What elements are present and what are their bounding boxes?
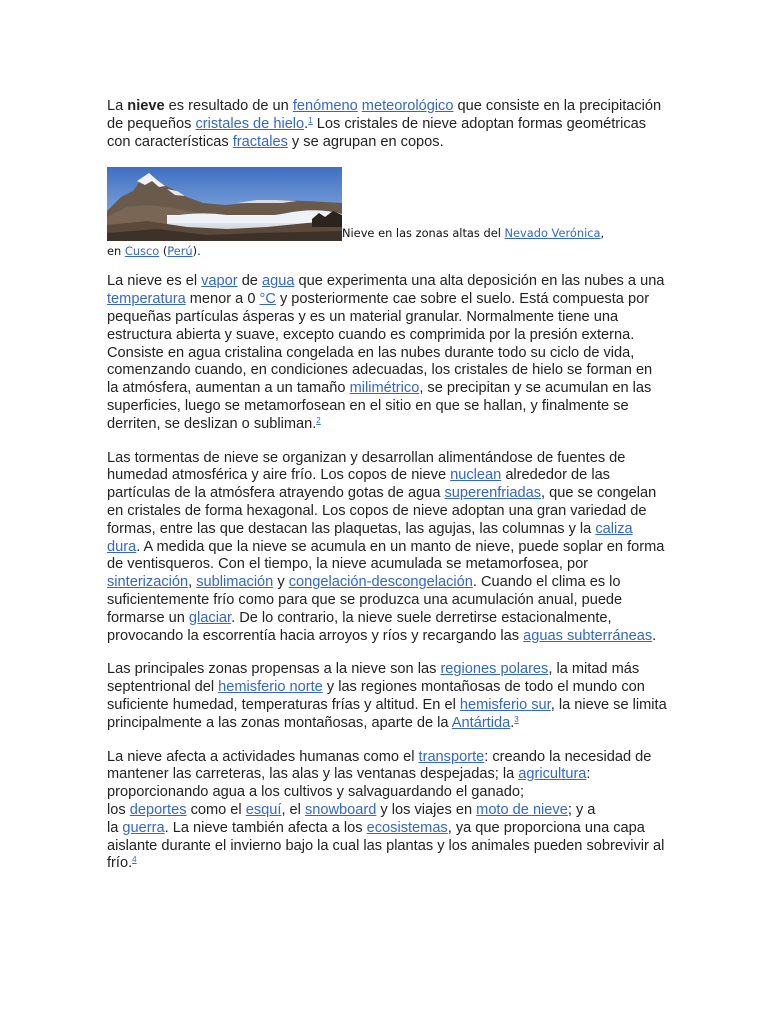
link-temperatura[interactable]: temperatura <box>107 291 186 308</box>
link-ecosistemas[interactable]: ecosistemas <box>366 819 448 836</box>
caption-text: ). <box>192 244 201 259</box>
text: la <box>107 819 123 836</box>
link-nuclean[interactable]: nuclean <box>450 467 502 484</box>
link-guerra[interactable]: guerra <box>122 819 165 836</box>
link-fractales[interactable]: fractales <box>232 133 288 150</box>
text: alrededor de las partículas de la atmósfera atrayendo gotas de agua <box>107 467 610 502</box>
link-milimetrico[interactable]: milimétrico <box>349 380 420 397</box>
paragraph-4 <box>107 661 667 732</box>
text: : proporcionando agua a los cultivos y salvaguardando el ganado; <box>107 766 591 801</box>
intro-paragraph <box>107 98 667 151</box>
text: . A medida que la nieve se acumula en un manto de nieve, puede soplar en forma de ventisqueros. Con el tiempo, la nieve acumulada se metamorfosea, por <box>107 538 665 573</box>
text: menor a 0 <box>185 291 260 308</box>
figure-caption-line1 <box>342 225 604 241</box>
text: ; y a <box>567 801 596 818</box>
caption-text: , <box>600 226 605 241</box>
link-moto-de-nieve[interactable]: moto de nieve <box>476 801 568 818</box>
text: y las regiones montañosas de todo el mundo con suficiente humedad, temperaturas frías y altitud. En el <box>107 679 645 713</box>
link-snowboard[interactable]: snowboard <box>304 801 377 818</box>
link-peru[interactable]: Perú <box>167 244 193 259</box>
link-cusco[interactable]: Cusco <box>124 244 160 259</box>
paragraph-5 <box>107 749 667 874</box>
text: La nieve afecta a actividades humanas como el <box>107 748 419 765</box>
text: es resultado de un <box>164 98 293 114</box>
text: Las tormentas de nieve se organizan y desarrollan alimentándose de fuentes de humedad atmosférica y aire frío. Los copos de nieve <box>107 449 626 484</box>
text: . La nieve también afecta a los <box>164 819 367 836</box>
text: , <box>188 574 197 591</box>
reference-link[interactable]: 2 <box>316 415 321 425</box>
text: . <box>652 627 657 644</box>
link-congelacion-descongelacion[interactable]: congelación-descongelación <box>288 574 473 591</box>
text: que consiste en la precipitación de pequeños <box>107 98 662 132</box>
figure-caption-line2 <box>107 243 667 259</box>
reference-4 <box>132 855 136 864</box>
reference-link[interactable]: 3 <box>514 714 519 724</box>
text: La nieve es el <box>107 273 202 290</box>
text: , se precipitan y se acumulan en las superficies, luego se metamorfosean en el sitio en que se hallan, y finalmente se derriten, se deslizan o subliman. <box>107 380 652 432</box>
link-aguas-subterraneas[interactable]: aguas subterráneas <box>523 627 653 644</box>
text: . Cuando el clima es lo suficientemente frío como para que se produzca una acumulación anual, puede formarse un <box>107 574 623 626</box>
caption-text: ( <box>159 244 168 259</box>
link-hemisferio-sur[interactable]: hemisferio sur <box>459 696 551 713</box>
text: Las principales zonas propensas a la nieve son las <box>107 661 441 678</box>
text: y los viajes en <box>376 801 477 818</box>
text: , el <box>281 801 305 818</box>
figure-nevado-veronica <box>107 167 667 259</box>
text: y posteriormente cae sobre el suelo. Está compuesta por pequeñas partículas ásperas y es un material granular. Normalmente tiene una estructura abierta y suave, excepto cuando es comprimida por la presión externa. Consiste en agua cristalina congelada en las nubes durante todo su ciclo de vida, comenzando cuando, en condiciones adecuadas, los cristales de hielo se forman en la atmósfera, aumentan a un tamaño <box>107 291 653 397</box>
caption-text: en <box>107 244 125 259</box>
text: y se agrupan en copos. <box>287 133 444 150</box>
link-glaciar[interactable]: glaciar <box>188 609 232 626</box>
article-body <box>107 98 667 889</box>
link-sinterizacion[interactable]: sinterización <box>107 574 189 591</box>
text: , la nieve se limita principalmente a las zonas montañosas, aparte de la <box>107 696 667 731</box>
link-hemisferio-norte[interactable]: hemisferio norte <box>218 679 323 696</box>
link-vapor[interactable]: vapor <box>201 273 238 290</box>
text: La <box>107 98 128 114</box>
link-esqui[interactable]: esquí <box>245 801 282 818</box>
link-superenfriadas[interactable]: superenfriadas <box>444 485 542 502</box>
link-agricultura[interactable]: agricultura <box>518 766 587 783</box>
caption-text: Nieve en las zonas altas del <box>342 226 505 241</box>
text: : creando la necesidad de mantener las carreteras, las alas y las ventanas despejadas; la <box>107 748 652 783</box>
link-caliza-dura[interactable]: caliza dura <box>107 520 633 555</box>
text: los <box>107 801 130 818</box>
link-agua[interactable]: agua <box>261 273 295 290</box>
link-deportes[interactable]: deportes <box>129 801 187 818</box>
link-meteorologico[interactable]: meteorológico <box>361 98 454 114</box>
mountain-photo <box>107 167 342 241</box>
text: , que se congelan en cristales de forma hexagonal. Los copos de nieve adoptan una gran variedad de formas, entre las que destacan las plaquetas, las agujas, las columnas y la <box>107 485 657 537</box>
reference-3 <box>514 715 518 724</box>
text: . <box>510 714 515 731</box>
text: y <box>273 574 289 591</box>
link-nevado-veronica[interactable]: Nevado Verónica <box>504 226 601 241</box>
text: , ya que proporciona una capa aislante durante el invierno bajo la cual las plantas y los animales pueden sobrevivir al frío. <box>107 819 665 872</box>
link-regiones-polares[interactable]: regiones polares <box>440 661 549 678</box>
link-sublimacion[interactable]: sublimación <box>196 574 274 591</box>
link-fenomeno[interactable]: fenómeno <box>292 98 358 114</box>
text: . De lo contrario, la nieve suele derretirse estacionalmente, provocando la escorrentía hacia arroyos y ríos y recargando las <box>107 609 612 644</box>
paragraph-3 <box>107 450 667 646</box>
text: de <box>237 273 262 290</box>
text: como el <box>186 801 246 818</box>
link-cristales-de-hielo[interactable]: cristales de hielo <box>195 115 305 132</box>
text: . <box>304 115 309 132</box>
reference-link[interactable]: 1 <box>308 115 313 125</box>
link-transporte[interactable]: transporte <box>418 748 485 765</box>
text: Los cristales de nieve adoptan formas geométricas con características <box>107 115 647 150</box>
reference-link[interactable]: 4 <box>132 855 137 865</box>
link-antartida[interactable]: Antártida <box>451 714 511 731</box>
text: , la mitad más septentrional del <box>107 661 640 696</box>
text: que experimenta una alta deposición en las nubes a una <box>294 273 665 290</box>
link-celsius[interactable]: °C <box>259 291 276 308</box>
reference-2 <box>316 416 320 425</box>
paragraph-2 <box>107 273 667 433</box>
bold-term: nieve <box>127 98 165 114</box>
